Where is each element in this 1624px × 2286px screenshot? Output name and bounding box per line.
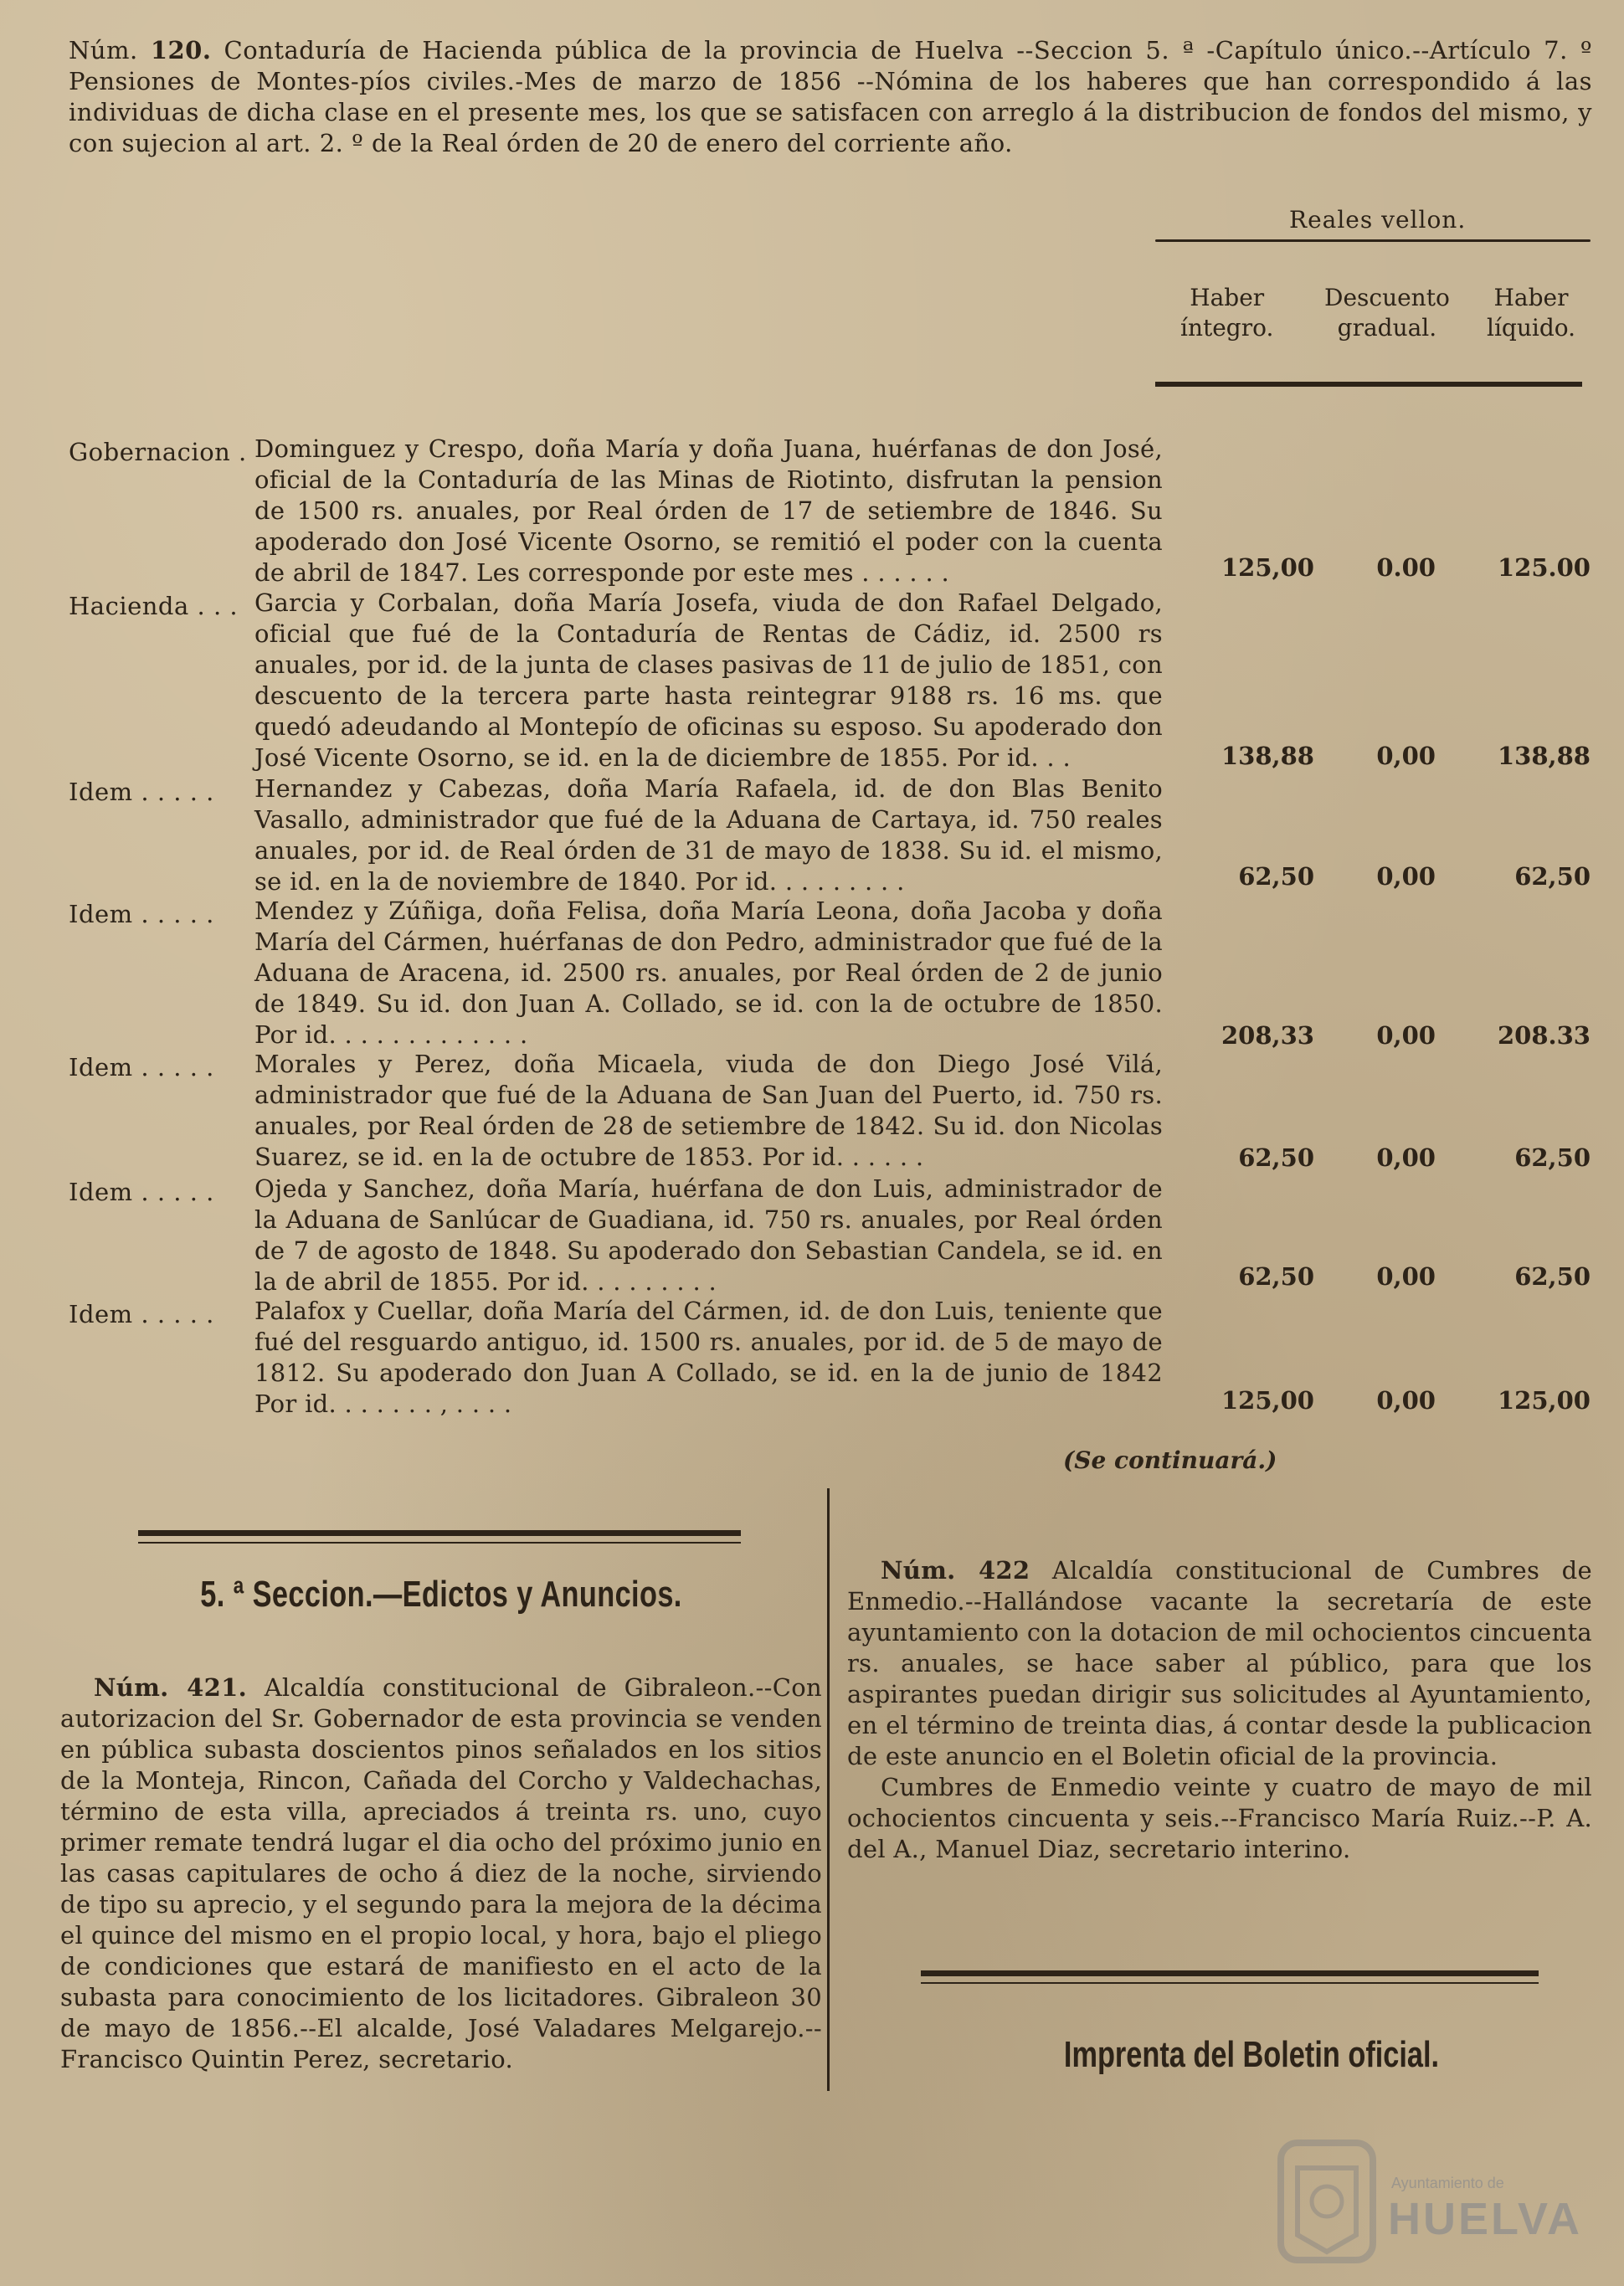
haber-integro-value: 62,50 (1238, 1262, 1314, 1291)
descuento-value: 0,00 (1376, 862, 1436, 891)
entry-label: Idem . . . . . (69, 1300, 214, 1328)
haber-liquido-value: 62,50 (1514, 862, 1591, 891)
descuento-value: 0,00 (1376, 1021, 1436, 1050)
anuncio-421-text: Alcaldía constitucional de Gibraleon.--Con autorizacion del Sr. Gobernador de esta provincia se venden en pública subasta doscientos pinos señalados en los sitios de la Monteja, Rincon, Cañada del Corcho y Valdechachas, término de esta villa, apreciados á treinta rs. uno, cuyo primer remate tendrá lugar el dia ocho del próximo junio en las casas capitulares de ocho á diez de la noche, sirviendo de tipo su aprecio, y el segundo para la mejora de la décima el quince del mismo en el propio local, y hora, bajo el pliego de condiciones que estará de manifiesto en el acto de la subasta para conocimiento de los licitadores. Gibraleon 30 de mayo de 1856.--El alcalde, José Valadares Melgarejo.--Francisco Quintin Perez, secretario. (60, 1673, 822, 2073)
anuncio-422 (847, 1555, 1592, 1865)
descuento-value: 0,00 (1376, 1386, 1436, 1415)
descuento-value: 0,00 (1376, 1143, 1436, 1172)
watermark-name: HUELVA (1388, 2194, 1582, 2244)
haber-liquido-value: 208.33 (1498, 1021, 1591, 1050)
column-divider (827, 1488, 830, 2091)
entry-label: Idem . . . . . (69, 900, 214, 928)
entry-text: Palafox y Cuellar, doña María del Cármen, id. de don Luis, teniente que fué del resguardo antiguo, id. 1500 rs. anuales, por id. de 5 de mayo de 1812. Su apoderado don Juan A Collado, se id. en la de junio de 1842 Por id. . . . . . . , . . . . (254, 1297, 1163, 1418)
haber-integro-value: 138,88 (1221, 742, 1314, 770)
entry-text: Ojeda y Sanchez, doña María, huérfana de don Luis, administrador de la Aduana de Sanlúcar de Guadiana, id. 750 rs. anuales, por Real órden de 7 de agosto de 1848. Su apoderado don Sebastian Candela, se id. en la de abril de 1855. Por id. . . . . . . . . (254, 1174, 1163, 1296)
anuncio-422-body (847, 1555, 1592, 1772)
entry-text: Dominguez y Crespo, doña María y doña Juana, huérfanas de don José, oficial de la Contaduría de las Minas de Riotinto, disfrutan la pension de 1500 rs. anuales, por Real órden de 17 de setiembre de 1846. Su apoderado don José Vicente Osorno, se remitió el poder con la cuenta de abril de 1847. Les corresponde por este mes . . . . . . (254, 434, 1163, 587)
col-haber-integro-heading: Haber íntegro. (1180, 284, 1274, 342)
section-title: 5. ª Seccion.—Edictos y Anuncios. (200, 1574, 682, 1615)
entry-text: Hernandez y Cabezas, doña María Rafaela, id. de don Blas Benito Vasallo, administrador que fué de la Aduana de Cartaya, id. 750 reales anuales, por id. de Real órden de 31 de mayo de 1838. Su id. el mismo, se id. en la de noviembre de 1840. Por id. . . . . . . . . (254, 774, 1163, 896)
anuncio-422-num: Núm. 422 (881, 1556, 1030, 1585)
entry-text: Mendez y Zúñiga, doña Felisa, doña María Leona, doña Jacoba y doña María del Cármen, huérfanas de don Pedro, administrador que fué de la Aduana de Aracena, id. 2500 rs. anuales, por Real órden de 2 de junio de 1849. Su id. don Juan A. Collado, se id. con la de octubre de 1850. Por id. . . . . . . . . . . . . (254, 896, 1163, 1049)
col-descuento-heading: Descuento gradual. (1324, 284, 1450, 342)
col-haber-liquido-heading: Haber líquido. (1487, 284, 1576, 342)
section-rule-thick (138, 1530, 741, 1536)
imprenta-rule-thick (921, 1970, 1539, 1976)
imprenta-rule-thin (921, 1982, 1539, 1984)
entry-label: Idem . . . . . (69, 1178, 214, 1206)
descuento-value: 0.00 (1376, 553, 1436, 582)
haber-liquido-value: 62,50 (1514, 1262, 1591, 1291)
descuento-value: 0,00 (1376, 742, 1436, 770)
header-num: 120. (150, 36, 212, 64)
reales-rule (1155, 239, 1591, 242)
haber-integro-value: 208,33 (1221, 1021, 1314, 1050)
continuara-note: (Se continuará.) (1063, 1446, 1277, 1474)
section-rule-thin (138, 1542, 741, 1544)
entry-text: Morales y Perez, doña Micaela, viuda de don Diego José Vilá, administrador que fué de la Aduana de San Juan del Puerto, id. 750 rs. anuales, por Real órden de 28 de setiembre de 1842. Su id. don Nicolas Suarez, se id. en la de octubre de 1853. Por id. . . . . . (254, 1050, 1163, 1171)
haber-integro-value: 62,50 (1238, 1143, 1314, 1172)
column-header-rule (1155, 382, 1582, 387)
anuncio-422-text: Alcaldía constitucional de Cumbres de Enmedio.--Hallándose vacante la secretaría de este ayuntamiento con la dotacion de mil ochocientos cincuenta rs. anuales, se hace saber al público, para que los aspirantes puedan dirigir sus solicitudes al Ayuntamiento, en el término de treinta dias, á contar desde la publicacion de este anuncio en el Boletin oficial de la provincia. (847, 1556, 1592, 1770)
anuncio-421 (60, 1672, 822, 2075)
entry-text: Garcia y Corbalan, doña María Josefa, viuda de don Rafael Delgado, oficial que fué de la Contaduría de Rentas de Cádiz, id. 2500 rs anuales, por id. de la junta de clases pasivas de 11 de julio de 1851, con descuento de la tercera parte hasta reintegrar 9188 rs. 16 ms. que quedó adeudando al Montepío de oficinas su esposo. Su apoderado don José Vicente Osorno, se id. en la de diciembre de 1855. Por id. . . (254, 588, 1163, 772)
reales-vellon-heading: Reales vellon. (1289, 206, 1467, 234)
anuncio-421-body (60, 1672, 822, 2075)
watermark-sub: Ayuntamiento de (1391, 2175, 1504, 2191)
anuncio-422-signature: Cumbres de Enmedio veinte y cuatro de mayo de mil ochocientos cincuenta y seis.--Francisco María Ruiz.--P. A. del A., Manuel Diaz, secretario interino. (847, 1773, 1592, 1863)
entry-label: Gobernacion . (69, 438, 247, 466)
imprenta-footer: Imprenta del Boletin oficial. (1063, 2034, 1440, 2075)
header-text: Contaduría de Hacienda pública de la provincia de Huelva --Seccion 5. ª -Capítulo único.--Artículo 7. º Pensiones de Montes-píos civiles.-Mes de marzo de 1856 --Nómina de los haberes que han correspondido á las individuas de dicha clase en el presente mes, los que se satisfacen con arreglo á la distribucion de fondos del mismo, y con sujecion al art. 2. º de la Real órden de 20 de enero del corriente año. (69, 36, 1593, 157)
haber-integro-value: 125,00 (1221, 553, 1314, 582)
haber-liquido-value: 125.00 (1498, 553, 1591, 582)
entry-label: Hacienda . . . (69, 592, 239, 620)
nomina-header (69, 35, 1592, 159)
entry-label: Idem . . . . . (69, 1053, 214, 1081)
header-num-label: Núm. (69, 36, 138, 64)
haber-liquido-value: 62,50 (1514, 1143, 1591, 1172)
haber-liquido-value: 125,00 (1498, 1386, 1591, 1415)
entry-label: Idem . . . . . (69, 778, 214, 806)
descuento-value: 0,00 (1376, 1262, 1436, 1291)
anuncio-421-num: Núm. 421. (94, 1673, 247, 1702)
haber-liquido-value: 138,88 (1498, 742, 1591, 770)
haber-integro-value: 62,50 (1238, 862, 1314, 891)
haber-integro-value: 125,00 (1221, 1386, 1314, 1415)
